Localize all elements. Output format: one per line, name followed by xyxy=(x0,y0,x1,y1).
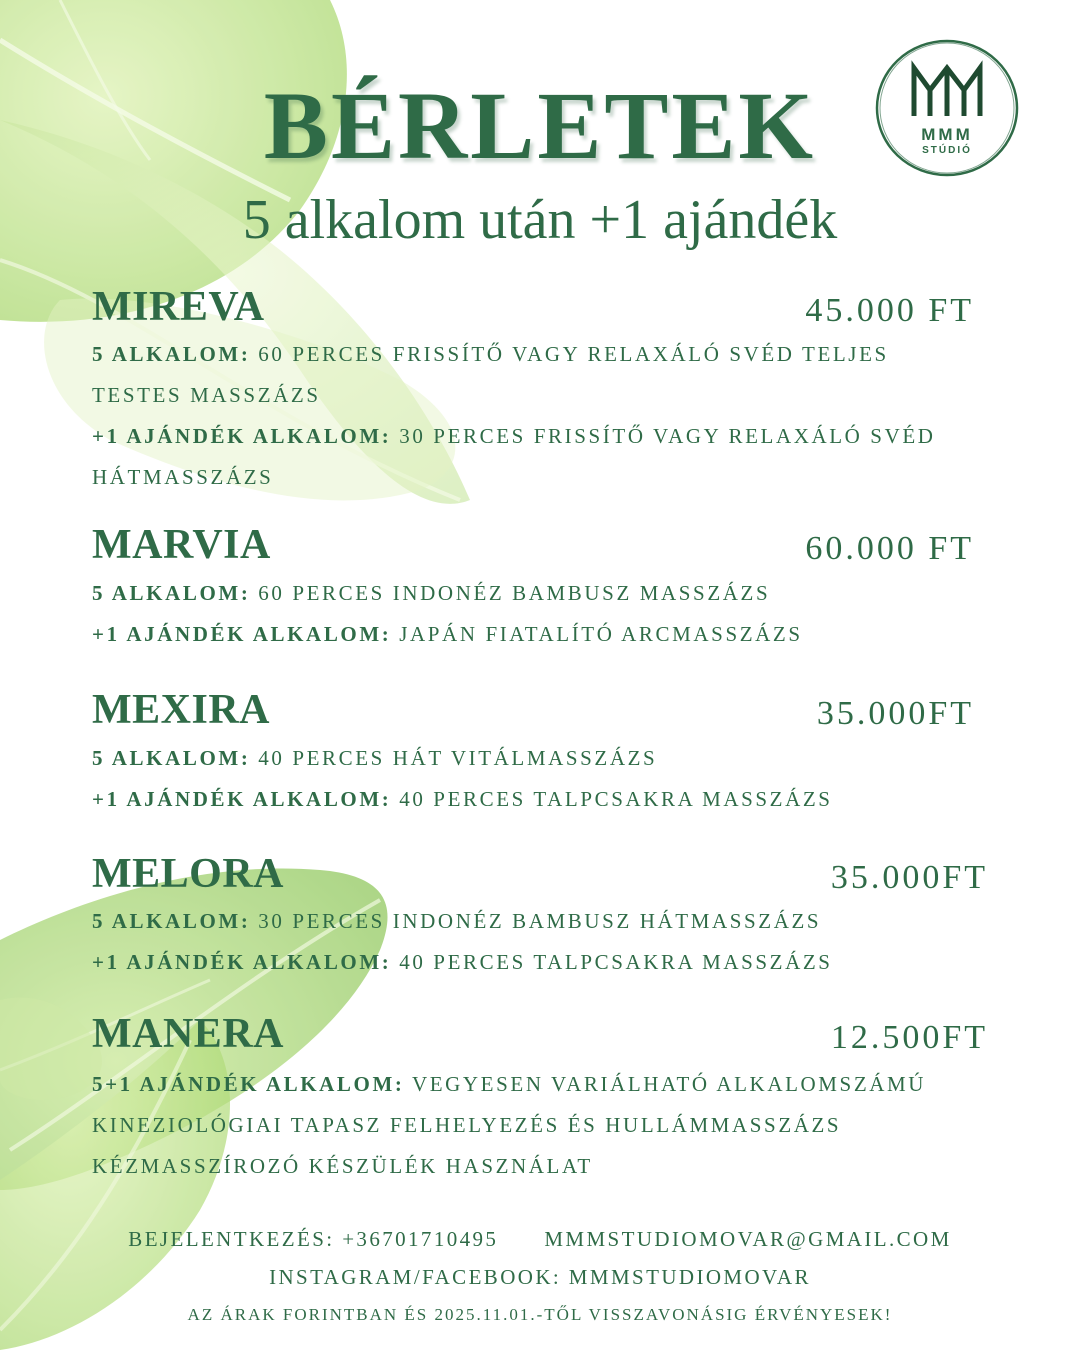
package-name: MIREVA xyxy=(92,284,265,330)
package-price: 35.000FT xyxy=(830,859,988,896)
package-line: 5+1 AJÁNDÉK ALKALOM: VEGYESEN VARIÁLHATÓ ALKALOMSZÁMÚ xyxy=(92,1072,927,1096)
package-line: +1 AJÁNDÉK ALKALOM: 40 PERCES TALPCSAKRA MASSZÁZS xyxy=(92,950,833,974)
package-line: 5 ALKALOM: 60 PERCES INDONÉZ BAMBUSZ MASSZÁZS xyxy=(92,581,771,605)
package-line: 5 ALKALOM: 30 PERCES INDONÉZ BAMBUSZ HÁTMASSZÁZS xyxy=(92,909,822,933)
package-price: 35.000FT xyxy=(816,695,974,732)
package-name: MARVIA xyxy=(92,522,271,568)
page-title: BÉRLETEK xyxy=(263,72,817,179)
page-subtitle: 5 alkalom után +1 ajándék xyxy=(242,189,838,251)
footer-contact xyxy=(0,1229,1080,1250)
package-line: +1 AJÁNDÉK ALKALOM: 40 PERCES TALPCSAKRA MASSZÁZS xyxy=(92,787,833,811)
package-name: MANERA xyxy=(92,1011,284,1057)
package-line: +1 AJÁNDÉK ALKALOM: JAPÁN FIATALÍTÓ ARCMASSZÁZS xyxy=(92,622,803,646)
package-line: 5 ALKALOM: 40 PERCES HÁT VITÁLMASSZÁZS xyxy=(92,746,658,770)
logo-subtext: STÚDIÓ xyxy=(922,145,972,156)
package-line: +1 AJÁNDÉK ALKALOM: 30 PERCES FRISSÍTŐ VAGY RELAXÁLÓ SVÉD xyxy=(92,424,936,448)
package-name: MEXIRA xyxy=(92,687,270,733)
email-link[interactable]: MMMSTUDIOMOVAR@GMAIL.COM xyxy=(544,1227,952,1251)
package-price: 60.000 FT xyxy=(805,530,974,567)
package-price: 12.500FT xyxy=(830,1019,988,1056)
package-line: HÁTMASSZÁZS xyxy=(92,465,274,489)
logo-initials: MMM xyxy=(921,125,973,144)
footer-note: AZ ÁRAK FORINTBAN ÉS 2025.11.01.-TŐL VISSZAVONÁSIG ÉRVÉNYESEK! xyxy=(187,1305,893,1324)
footer-social[interactable]: INSTAGRAM/FACEBOOK: MMMSTUDIOMOVAR xyxy=(269,1265,811,1289)
package-line: KÉZMASSZÍROZÓ KÉSZÜLÉK HASZNÁLAT xyxy=(92,1154,593,1178)
package-line: KINEZIOLÓGIAI TAPASZ FELHELYEZÉS ÉS HULLÁMMASSZÁZS xyxy=(92,1113,842,1137)
package-price: 45.000 FT xyxy=(805,292,974,329)
package-line: 5 ALKALOM: 60 PERCES FRISSÍTŐ VAGY RELAXÁLÓ SVÉD TELJES xyxy=(92,342,889,366)
package-name: MELORA xyxy=(92,851,284,897)
package-line: TESTES MASSZÁZS xyxy=(92,383,321,407)
booking-phone[interactable]: BEJELENTKEZÉS: +36701710495 xyxy=(128,1227,499,1251)
